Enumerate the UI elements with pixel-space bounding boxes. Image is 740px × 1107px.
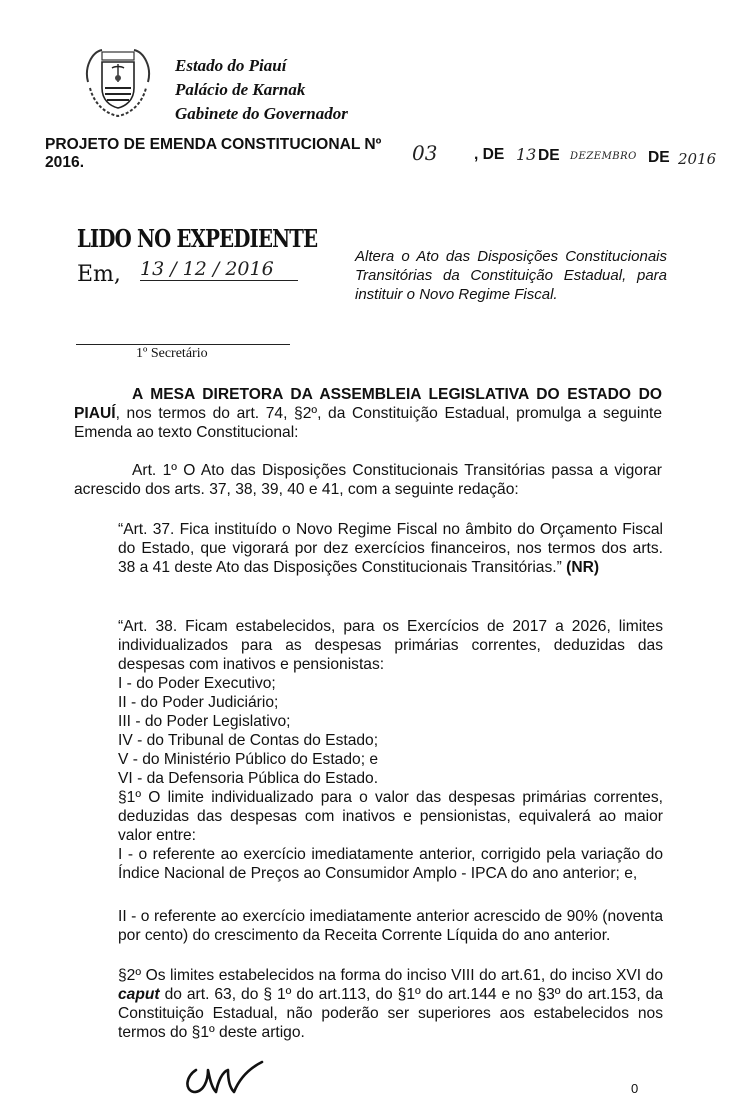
list-item: IV - do Tribunal de Contas do Estado; — [118, 732, 379, 749]
paragraph-1-item-i: I - o referente ao exercício imediatamente anterior, corrigido pela variação do Índice Nacional de Preços ao Consumidor Amplo - IPCA do ano anterior; e, — [118, 846, 663, 882]
secretary-label: 1º Secretário — [136, 346, 208, 361]
signature-line — [76, 344, 290, 345]
paragraph-2-b: do art. 63, do § 1º do art.113, do §1º do art.144 e no §3º do art.153, da Constituição Estadual, não poderão ser superiores aos estabelecidos nos termos do §1º deste artigo. — [118, 986, 663, 1041]
list-item: III - do Poder Legislativo; — [118, 713, 291, 730]
article-37 — [118, 520, 663, 577]
title-prefix: PROJETO DE EMENDA CONSTITUCIONAL Nº — [45, 136, 382, 153]
stamp-date: 13 / 12 / 2016 — [140, 258, 298, 281]
paragraph-2 — [118, 966, 663, 1042]
preamble-bold: A MESA DIRETORA DA ASSEMBLEIA LEGISLATIVA DO ESTADO DO PIAUÍ — [74, 386, 662, 422]
preamble-rest: , nos termos do art. 74, §2º, da Constituição Estadual, promulga a seguinte Emenda ao texto Constitucional: — [74, 405, 662, 441]
ementa: Altera o Ato das Disposições Constitucionais Transitórias da Constituição Estadual, para instituir o Novo Regime Fiscal. — [355, 248, 667, 303]
article-38-intro: “Art. 38. Ficam estabelecidos, para os Exercícios de 2017 a 2026, limites individualizados para as despesas primárias correntes, deduzidas das despesas com inativos e pensionistas: — [118, 618, 663, 673]
paragraph-2-a: §2º Os limites estabelecidos na forma do inciso VIII do art.61, do inciso XVI do — [118, 967, 663, 984]
article-38-items — [118, 674, 663, 788]
page-title — [45, 136, 381, 154]
title-year: 2016 — [678, 150, 717, 168]
article-1: Art. 1º O Ato das Disposições Constitucionais Transitórias passa a vigorar acrescido dos arts. 37, 38, 39, 40 e 41, com a seguinte redação: — [74, 462, 662, 498]
article-37-text: “Art. 37. Fica instituído o Novo Regime Fiscal no âmbito do Orçamento Fiscal do Estado, que vigorará por dez exercícios financeiros, nos termos dos arts. 38 a 41 deste Ato das Disposições Constitucionais Transitórias.” — [118, 521, 663, 576]
preamble — [74, 385, 662, 442]
list-item: I - do Poder Executivo; — [118, 675, 276, 692]
title-de3: DE — [648, 149, 670, 166]
nr-tag: (NR) — [566, 559, 600, 576]
title-day: 13 — [516, 145, 537, 164]
header-state: Estado do Piauí — [175, 56, 287, 75]
list-item: II - do Poder Judiciário; — [118, 694, 279, 711]
header-palace: Palácio de Karnak — [175, 80, 306, 99]
title-year-line2: 2016. — [45, 154, 85, 171]
title-de2: DE — [538, 147, 560, 164]
caput-word: caput — [118, 986, 160, 1003]
paragraph-1-item-ii: II - o referente ao exercício imediatamente anterior acrescido de 90% (noventa por cento) do crescimento da Receita Corrente Líquida do ano anterior. — [118, 908, 663, 944]
handwritten-initials — [178, 1056, 274, 1100]
title-month: DEZEMBRO — [570, 151, 637, 162]
list-item: V - do Ministério Público do Estado; e — [118, 751, 379, 768]
title-number: 03 — [412, 141, 438, 165]
stamp-title: LIDO NO EXPEDIENTE — [77, 224, 318, 253]
paragraph-1: §1º O limite individualizado para o valor das despesas primárias correntes, deduzidas das despesas com inativos e pensionistas, equivalerá ao maior valor entre: — [118, 789, 663, 844]
title-de1: , DE — [474, 146, 505, 163]
page-number: 0 — [631, 1081, 639, 1096]
coat-of-arms — [78, 42, 158, 120]
list-item: VI - da Defensoria Pública do Estado. — [118, 770, 379, 787]
header-office: Gabinete do Governador — [175, 104, 348, 123]
stamp-em: Em, — [77, 262, 121, 287]
